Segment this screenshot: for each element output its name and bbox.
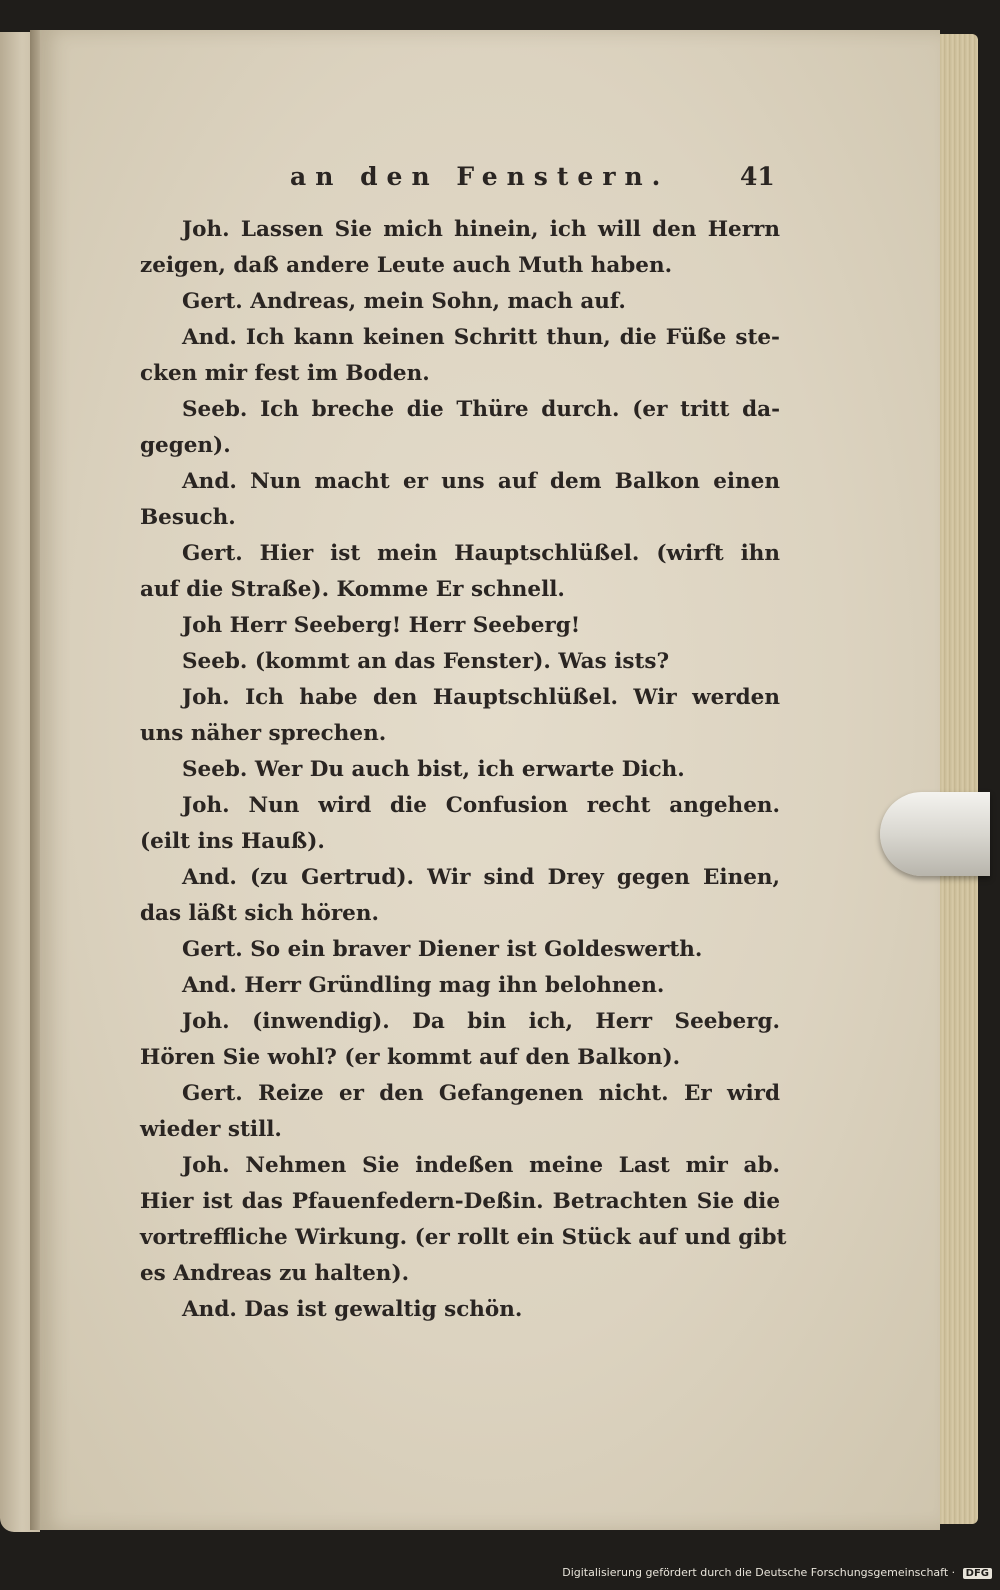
text-line: Gert. So ein braver Diener ist Goldeswerth. <box>182 937 703 962</box>
page-header <box>40 162 940 202</box>
text-line: Joh. Lassen Sie mich hinein, ich will den Herrn <box>182 217 780 242</box>
footer-credit: Digitalisierung gefördert durch die Deutsche Forschungsgemeinschaft <box>562 1566 949 1579</box>
text-line: Joh. (inwendig). Da bin ich, Herr Seeberg. <box>182 1009 780 1034</box>
page-body-text <box>140 212 787 1328</box>
text-line: Seeb. Ich breche die Thüre durch. (er tritt da- <box>182 397 780 422</box>
digitization-footer <box>562 1566 992 1579</box>
footer-separator: · <box>951 1566 956 1579</box>
text-line: And. Ich kann keinen Schritt thun, die Füße ste- <box>182 325 780 350</box>
running-head: an den Fenstern. <box>290 162 670 191</box>
text-line: wieder still. <box>140 1117 282 1142</box>
text-line: zeigen, daß andere Leute auch Muth haben. <box>140 253 673 278</box>
text-line: (eilt ins Hauß). <box>140 829 325 854</box>
text-line: Joh Herr Seeberg! Herr Seeberg! <box>182 613 581 638</box>
text-line: Joh. Nun wird die Confusion recht angehen. <box>182 793 780 818</box>
text-line: Hier ist das Pfauenfedern-Deßin. Betrachten Sie die <box>140 1189 780 1214</box>
text-line: And. Das ist gewaltig schön. <box>182 1297 523 1322</box>
text-line: gegen). <box>140 433 231 458</box>
text-line: Gert. Hier ist mein Hauptschlüßel. (wirft ihn <box>182 541 780 566</box>
text-line: cken mir fest im Boden. <box>140 361 430 386</box>
text-line: And. Herr Gründling mag ihn belohnen. <box>182 973 665 998</box>
text-line: And. (zu Gertrud). Wir sind Drey gegen Einen, <box>182 865 780 890</box>
text-line: das läßt sich hören. <box>140 901 379 926</box>
page-number: 41 <box>740 162 775 191</box>
text-line: vortreffliche Wirkung. (er rollt ein Stück auf und gibt <box>140 1225 787 1250</box>
text-line: es Andreas zu halten). <box>140 1261 410 1286</box>
dfg-logo: DFG <box>963 1568 992 1579</box>
page-tab-marker <box>880 792 990 876</box>
book-page <box>40 30 940 1530</box>
text-line: And. Nun macht er uns auf dem Balkon einen <box>182 469 780 494</box>
text-line: Seeb. (kommt an das Fenster). Was ists? <box>182 649 670 674</box>
text-line: Besuch. <box>140 505 236 530</box>
text-line: Gert. Reize er den Gefangenen nicht. Er wird <box>182 1081 780 1106</box>
text-line: uns näher sprechen. <box>140 721 387 746</box>
text-line: Gert. Andreas, mein Sohn, mach auf. <box>182 289 626 314</box>
text-line: Joh. Ich habe den Hauptschlüßel. Wir werden <box>182 685 780 710</box>
text-line: Hören Sie wohl? (er kommt auf den Balkon). <box>140 1045 681 1070</box>
text-line: Joh. Nehmen Sie indeßen meine Last mir ab. <box>182 1153 780 1178</box>
text-line: auf die Straße). Komme Er schnell. <box>140 577 565 602</box>
text-line: Seeb. Wer Du auch bist, ich erwarte Dich. <box>182 757 685 782</box>
